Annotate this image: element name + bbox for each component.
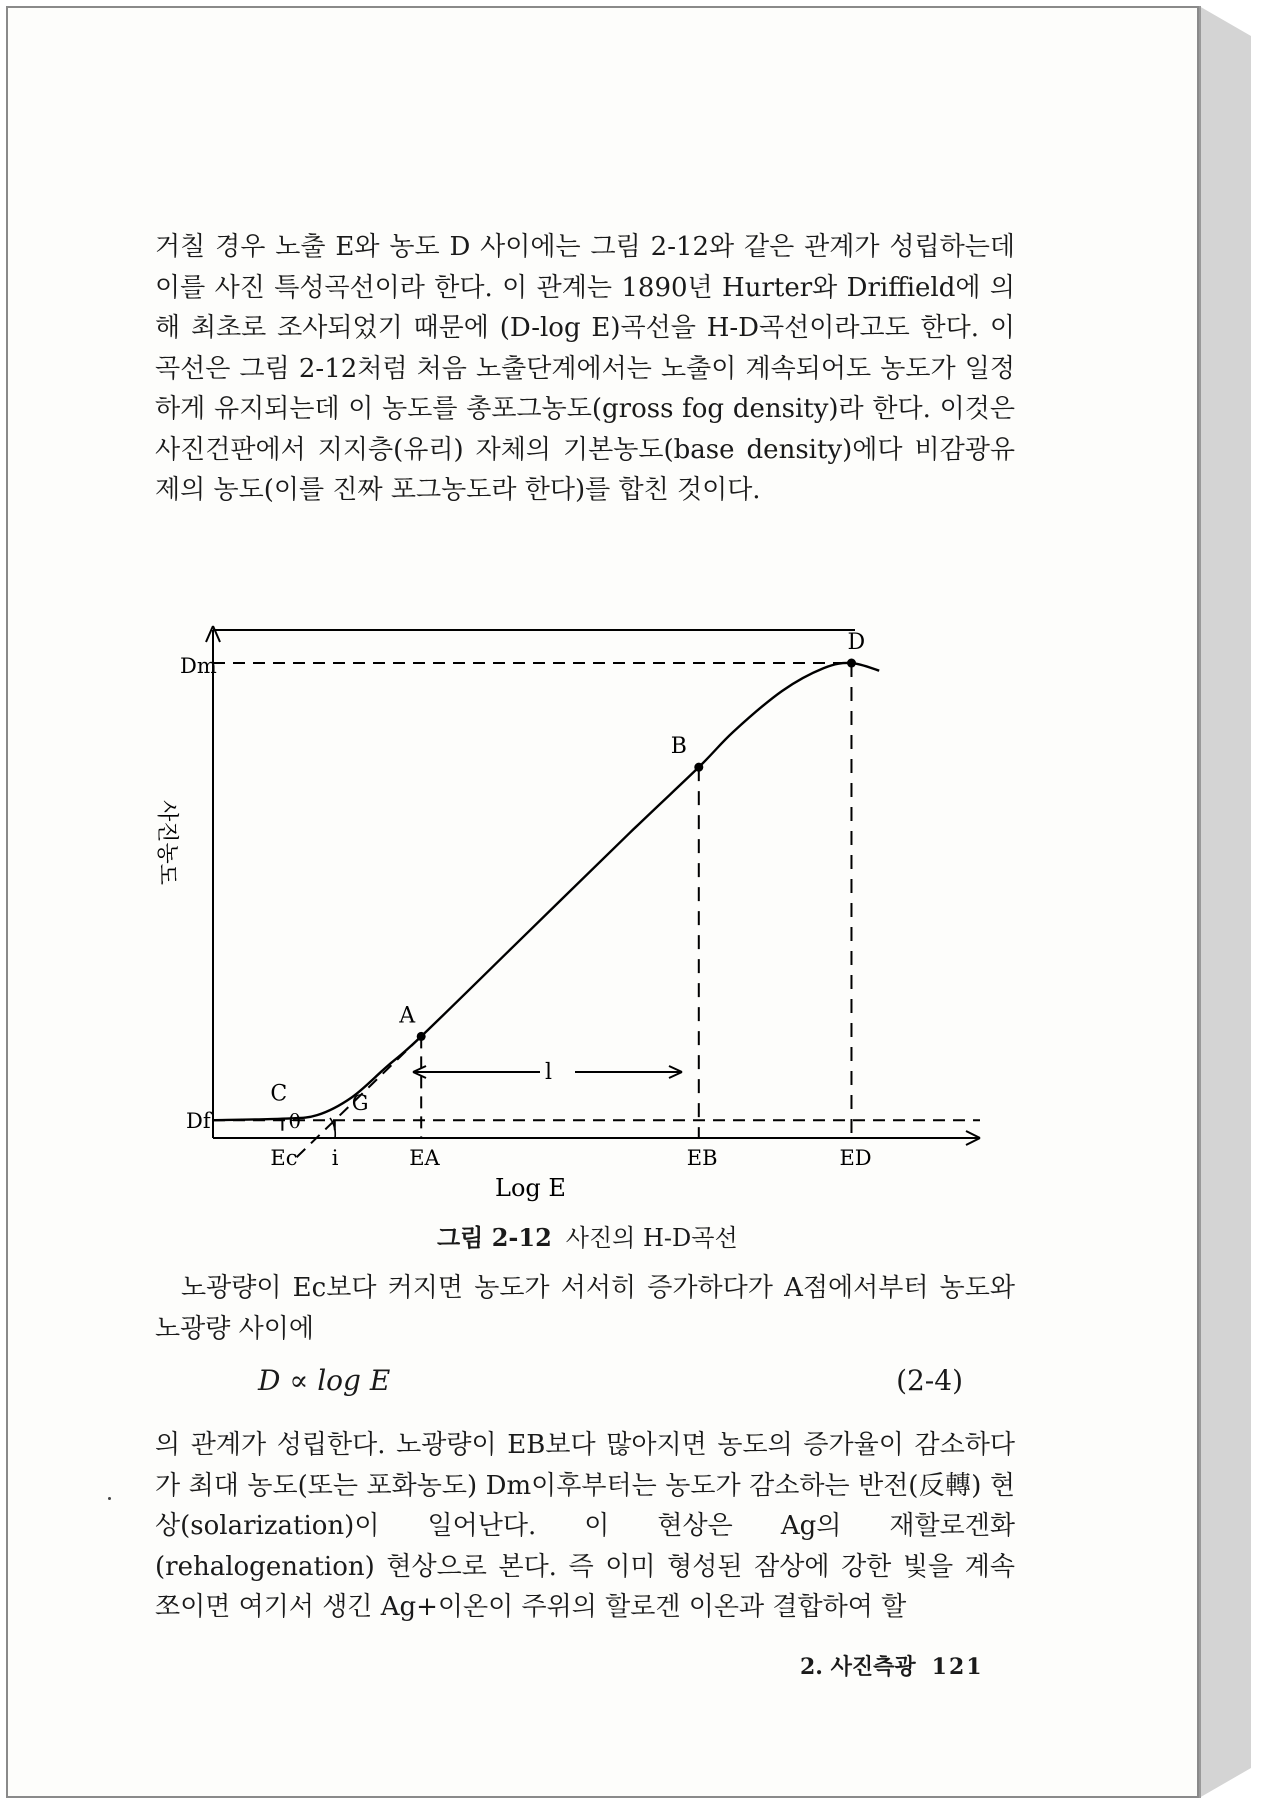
x-tick-ed: ED: [839, 1146, 872, 1170]
x-tick-eb: EB: [686, 1146, 718, 1170]
page-number: 121: [931, 1654, 984, 1680]
point-d: [847, 659, 856, 668]
page-fold-line: [1199, 6, 1201, 1798]
figure-caption: [437, 1218, 837, 1253]
equation-2-4: [258, 1360, 963, 1404]
point-label-a: A: [399, 1003, 416, 1029]
paragraph-exposure-increase: 노광량이 Ec보다 커지면 농도가 서서히 증가하다가 A점에서부터 농도와 노광량 사이에: [155, 1273, 1015, 1344]
point-a: [417, 1032, 426, 1041]
hd-curve-chart: [150, 620, 990, 1270]
point-label-c: C: [270, 1081, 288, 1107]
y-tick-dm: Dm: [180, 654, 217, 679]
x-axis-label: Log E: [495, 1174, 566, 1202]
point-label-b: B: [670, 734, 687, 760]
equation-number: (2-4): [896, 1364, 963, 1397]
paragraph-hd-curve-intro: 거칠 경우 노출 E와 농도 D 사이에는 그림 2-12와 같은 관계가 성립하는데 이를 사진 특성곡선이라 한다. 이 관계는 1890년 Hurter와 Driffield에 의해 최초로 조사되었기 때문에 (D-log E)곡선을 H-D곡선이라고도 한다. 이 곡선은 그림 2-12처럼 처음 노출단계에서는 노출이 계속되어도 농도가 일정하게 유지되는데 이 농도를 총포그농도(gross fog density)라 한다. 이것은 사진건판에서 지지층(유리) 자체의 기본농도(base density)에다 비감광유제의 농도(이를 진짜 포그농도라 한다)를 합친 것이다.: [155, 232, 1015, 505]
footer-section: 2. 사진측광: [800, 1654, 916, 1680]
x-tick-ec: Ec: [270, 1146, 298, 1170]
point-b: [694, 763, 703, 772]
annotation-l: l: [545, 1060, 553, 1085]
x-tick-i: i: [331, 1146, 339, 1170]
figure-number: 그림 2-12: [437, 1223, 552, 1252]
point-label-d: D: [847, 630, 866, 656]
equation-expression: D ∝ log E: [258, 1364, 391, 1397]
hd-curve-line: [213, 663, 879, 1120]
paragraph-solarization: 의 관계가 성립한다. 노광량이 EB보다 많아지면 농도의 증가율이 감소하다가 최대 농도(또는 포화농도) Dm이후부터는 농도가 감소하는 반전(反轉) 현상(solarization)이 일어난다. 이 현상은 Ag의 재할로겐화(rehalogenation) 현상으로 본다. 즉 이미 형성된 잠상에 강한 빛을 계속 쪼이면 여기서 생긴 Ag+이온이 주위의 할로겐 이온과 결합하여 할: [155, 1430, 1015, 1622]
annotation-theta: θ: [288, 1109, 301, 1133]
y-axis-label: 사진농도: [154, 800, 179, 886]
figure-title: 사진의 H-D곡선: [565, 1224, 738, 1252]
page-footer: [800, 1650, 984, 1681]
y-tick-df: Df: [186, 1109, 211, 1134]
scan-speck: [108, 1497, 111, 1500]
page-stack-edge: [1199, 6, 1251, 1798]
x-tick-ea: EA: [409, 1146, 440, 1170]
annotation-g: G: [351, 1091, 369, 1116]
